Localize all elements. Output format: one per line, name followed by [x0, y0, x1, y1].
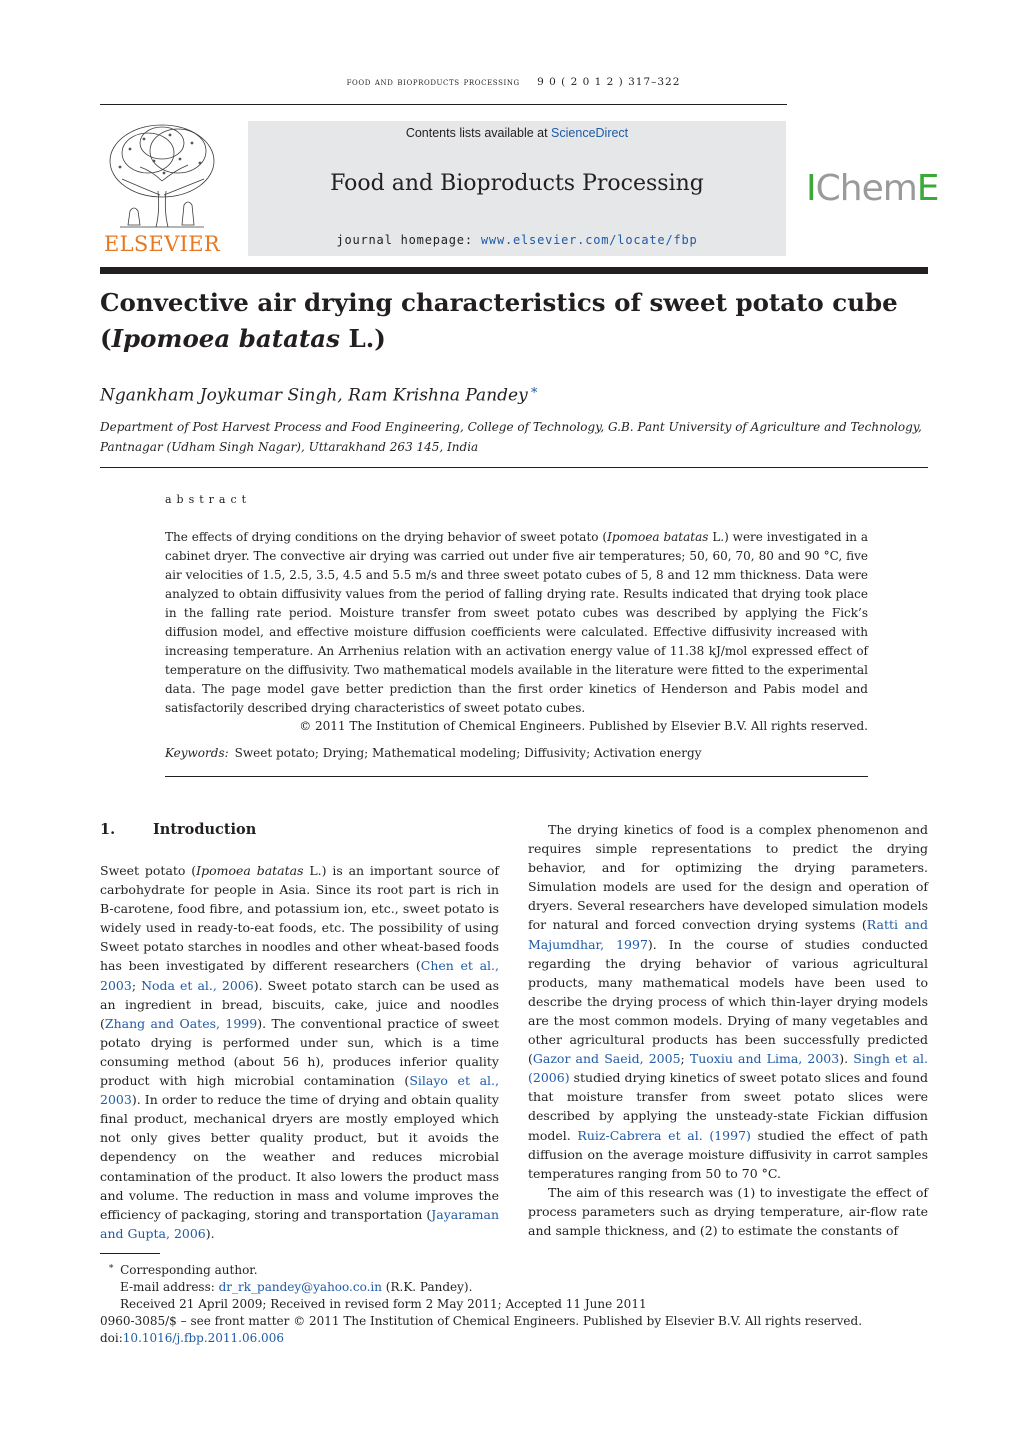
citation-link[interactable]: Gazor and Saeid, 2005: [532, 1051, 681, 1067]
footnotes: [100, 1259, 928, 1347]
citation-link[interactable]: Chen et al., 2003: [100, 958, 499, 993]
icheme-logo: [806, 168, 939, 209]
body-column-right: [528, 820, 928, 1240]
citation-link[interactable]: Silayo et al., 2003: [100, 1073, 499, 1108]
icheme-logo-chem: Chem: [815, 168, 917, 209]
sciencedirect-link[interactable]: ScienceDirect: [551, 126, 629, 140]
doi-link[interactable]: 10.1016/j.fbp.2011.06.006: [122, 1331, 284, 1345]
text-run: ). In order to reduce the time of drying and obtain quality final product, mechanical dryers are mostly employed which not only gives better quality product, but it avoids the dependency on the weather and reduces microbial contamination of the product. It also lowers the product mass and volume. The reduction in mass and volume improves the efficiency of packaging, storing and transportation (: [100, 1092, 499, 1222]
section-title: Introduction: [153, 821, 257, 838]
abstract-copyright: © 2011 The Institution of Chemical Engineers. Published by Elsevier B.V. All rights reserved.: [299, 719, 868, 733]
email-link[interactable]: dr_rk_pandey@yahoo.co.in: [218, 1280, 382, 1294]
contents-line: [248, 126, 786, 140]
citation-link[interactable]: Zhang and Oates, 1999: [104, 1015, 258, 1031]
citation-link[interactable]: Tuoxiu and Lima, 2003: [689, 1051, 840, 1067]
text-run: ). Sweet potato starch can be used as an ingredient in bread, biscuits, cake, juice and noodles (: [100, 977, 499, 1031]
affiliation: Department of Post Harvest Process and Food Engineering, College of Technology, G.B. Pant University of Agriculture and Technology, Pantnagar (Udham Singh Nagar), Uttarakhand 263 145, India: [100, 420, 922, 454]
running-head-citation: 9 0 ( 2 0 1 2 ) 317–322: [537, 76, 681, 88]
keywords-list: Sweet potato; Drying; Mathematical modeling; Diffusivity; Activation energy: [234, 746, 702, 760]
title-species: Ipomoea batatas: [111, 324, 340, 353]
keywords: [165, 746, 868, 760]
title-rest: L.): [339, 324, 386, 353]
masthead-thick-rule: [100, 267, 928, 274]
text-run: L.) is an important source of carbohydrate for people in Asia. Since its root part is rich in B-carotene, food fibre, and potassium ion, etc., sweet potato is widely used in ready-to-eat foods, etc. The possibility of using Sweet potato starches in noodles and other wheat-based foods has been investigated by different researchers (: [100, 863, 499, 974]
intro-paragraph-2: [528, 820, 928, 1183]
title-line-1: Convective air drying characteristics of sweet potato cube: [100, 288, 898, 317]
running-head: [100, 76, 927, 88]
text-run: ).: [205, 1225, 215, 1241]
author-names: Ngankham Joykumar Singh, Ram Krishna Pandey: [100, 385, 528, 406]
homepage-link[interactable]: www.elsevier.com/locate/fbp: [480, 233, 698, 247]
footnote-corresponding: [100, 1259, 928, 1279]
footnote-doi: [100, 1330, 928, 1347]
icheme-logo-i: I: [806, 168, 816, 209]
doi-label: doi:: [100, 1331, 123, 1345]
text-run: studied drying kinetics of sweet potato slices and found that moisture transfer from sweet potato slices were described by applying the unsteady-state Fickian diffusion model.: [528, 1070, 928, 1143]
journal-homepage: [248, 233, 786, 247]
section-number: 1.: [100, 821, 116, 838]
abstract-rule: [165, 776, 868, 777]
email-suffix: (R.K. Pandey).: [381, 1280, 473, 1294]
section-heading-introduction: [100, 821, 256, 838]
text-run: The drying kinetics of food is a complex phenomenon and requires simple representations to predict the drying behavior, and for optimizing the drying parameters. Simulation models are used for the design and operation of dryers. Several researchers have developed simulation models for natural and forced convection drying systems (: [528, 822, 928, 933]
citation-link[interactable]: Singh et al. (2006): [528, 1051, 929, 1086]
species-name: Ipomoea batatas: [196, 863, 304, 878]
journal-title: Food and Bioproducts Processing: [330, 171, 704, 196]
footnote-mark: ∗: [108, 1262, 115, 1272]
homepage-prefix: journal homepage:: [336, 233, 481, 247]
intro-paragraph-3: The aim of this research was (1) to investigate the effect of process parameters such as drying temperature, air-flow rate and sample thickness, and (2) to estimate the constants of: [528, 1184, 928, 1238]
abstract-text: [165, 528, 868, 718]
abstract-heading: abstract: [165, 493, 252, 506]
text-run: ).: [839, 1051, 854, 1067]
running-head-journal: food and bioproducts processing: [346, 76, 520, 88]
text-run: ;: [680, 1051, 690, 1067]
header-rule: [100, 104, 787, 105]
text-run: ;: [131, 977, 142, 993]
title-line-2: [100, 321, 928, 357]
text-run: Sweet potato (: [100, 863, 197, 878]
text-run: studied the effect of path diffusion on the average moisture diffusivity in carrot samples temperatures ranging from 50 to 70 °C.: [528, 1127, 928, 1181]
corresponding-author-mark[interactable]: ∗: [529, 383, 539, 398]
corresponding-label: Corresponding author.: [120, 1263, 258, 1277]
footnote-received: Received 21 April 2009; Received in revised form 2 May 2011; Accepted 11 June 2011: [120, 1297, 647, 1311]
text-run: ). In the course of studies conducted regarding the drying behavior of various agricultural products, many mathematical models have been used to describe the drying process of which thin-layer drying models are the most common models. Drying of many vegetables and other agricultural products has been successfully predicted (: [528, 936, 928, 1067]
paper-title: [100, 285, 928, 357]
footnote-rule: [100, 1253, 160, 1254]
abstract-text-a: The effects of drying conditions on the drying behavior of sweet potato (: [165, 530, 608, 544]
email-label: E-mail address:: [120, 1280, 219, 1294]
citation-link[interactable]: Noda et al., 2006: [141, 977, 254, 993]
author-list: [100, 383, 539, 406]
icheme-logo-e: E: [916, 168, 939, 209]
keywords-label: Keywords:: [165, 746, 229, 760]
citation-link[interactable]: Ruiz-Cabrera et al. (1997): [577, 1127, 751, 1143]
abstract-species: Ipomoea batatas: [607, 530, 709, 544]
citation-link[interactable]: Jayaraman and Gupta, 2006: [100, 1206, 499, 1241]
elsevier-wordmark: ELSEVIER: [104, 232, 220, 256]
affiliation-rule: [100, 467, 928, 468]
body-column-left: [100, 861, 499, 1243]
text-run: ). The conventional practice of sweet potato drying is performed under sun, which is a time consuming method (about 56 h), produces inferior quality product with high microbial contamination (: [100, 1015, 499, 1089]
footnote-email: [100, 1279, 928, 1296]
intro-paragraph-1: [100, 861, 499, 1243]
citation-link[interactable]: Ratti and Majumdhar, 1997: [528, 917, 928, 952]
contents-prefix: Contents lists available at: [405, 126, 552, 140]
footnote-issn: 0960-3085/$ – see front matter © 2011 The Institution of Chemical Engineers. Published by Elsevier B.V. All rights reserved.: [100, 1314, 863, 1328]
abstract-text-b: L.) were investigated in a cabinet dryer. The convective air drying was carried out under five air temperatures; 50, 60, 70, 80 and 90 °C, five air velocities of 1.5, 2.5, 3.5, 4.5 and 5.5 m/s and three sweet potato cubes of 5, 8 and 12 mm thickness. Data were analyzed to obtain diffusivity values from the period of falling drying rate. Results indicated that drying took place in the falling rate period. Moisture transfer from sweet potato cubes was described by applying the Fick’s diffusion model, and effective moisture diffusion coefficients were calculated. Effective diffusivity increased with increasing temperature. An Arrhenius relation with an activation energy value of 11.38 kJ/mol expressed effect of temperature on the diffusivity. Two mathematical models available in the literature were fitted to the experimental data. The page model gave better prediction than the first order kinetics of Henderson and Pabis model and satisfactorily described drying characteristics of sweet potato cubes.: [165, 530, 868, 715]
title-paren: (: [100, 324, 112, 353]
